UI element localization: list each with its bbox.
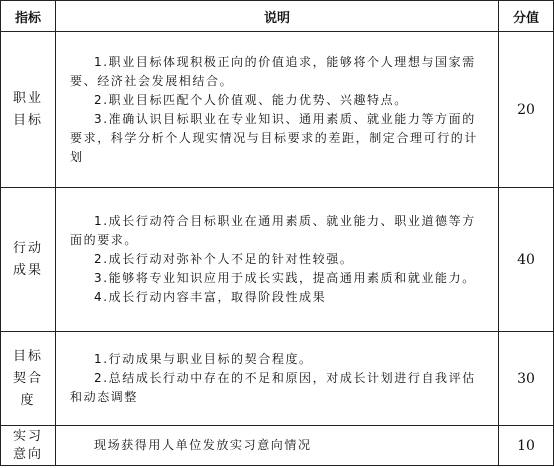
indicator-line: 目标 — [12, 112, 43, 128]
indicator-cell — [1, 188, 56, 332]
indicator-line: 成果 — [12, 262, 43, 278]
indicator-line: 意向 — [12, 446, 43, 462]
description-cell — [56, 426, 499, 466]
indicator-line: 职业 — [12, 90, 43, 106]
description-line: 2.总结成长行动中存在的不足和原因，对成长计划进行自我评估和动态调整 — [70, 371, 476, 404]
indicator-line: 度 — [20, 392, 36, 408]
header-description: 说明 — [56, 1, 499, 32]
indicator-cell — [1, 32, 56, 188]
table-row — [1, 332, 554, 426]
table-row — [1, 188, 554, 332]
description-line: 3.准确认识目标职业在专业知识、通用素质、就业能力等方面的要求，科学分析个人现实情况与目标要求的差距，制定合理可行的计划 — [70, 111, 479, 164]
description-line: 4.成长行动内容丰富，取得阶段性成果 — [94, 290, 327, 304]
description-line: 现场获得用人单位发放实习意向情况 — [94, 438, 312, 452]
score-cell: 30 — [499, 332, 554, 426]
indicator-line: 契合 — [12, 370, 43, 386]
description-cell — [56, 332, 499, 426]
score-cell: 10 — [499, 426, 554, 466]
indicator-cell — [1, 426, 56, 466]
indicator-line: 行动 — [12, 240, 43, 256]
score-cell: 20 — [499, 32, 554, 188]
description-line: 1.成长行动符合目标职业在通用素质、就业能力、职业道德等方面的要求。 — [70, 214, 476, 247]
indicator-line: 实习 — [12, 428, 43, 444]
indicator-cell — [1, 332, 56, 426]
table-row — [1, 426, 554, 466]
table-row — [1, 32, 554, 188]
score-cell: 40 — [499, 188, 554, 332]
description-line: 2.成长行动对弥补个人不足的针对性较强。 — [94, 252, 354, 266]
description-line: 1.职业目标体现积极正向的价值追求，能够将个人理想与国家需要、经济社会发展相结合。 — [70, 54, 476, 88]
description-line: 1.行动成果与职业目标的契合程度。 — [94, 352, 313, 366]
table-header-row — [1, 1, 554, 32]
header-indicator: 指标 — [1, 1, 56, 32]
indicator-line: 目标 — [12, 348, 43, 364]
description-cell — [56, 188, 499, 332]
header-score: 分值 — [499, 1, 554, 32]
description-line: 3.能够将专业知识应用于成长实践，提高通用素质和就业能力。 — [94, 271, 476, 285]
description-line: 2.职业目标匹配个人价值观、能力优势、兴趣特点。 — [94, 92, 408, 107]
description-cell — [56, 32, 499, 188]
